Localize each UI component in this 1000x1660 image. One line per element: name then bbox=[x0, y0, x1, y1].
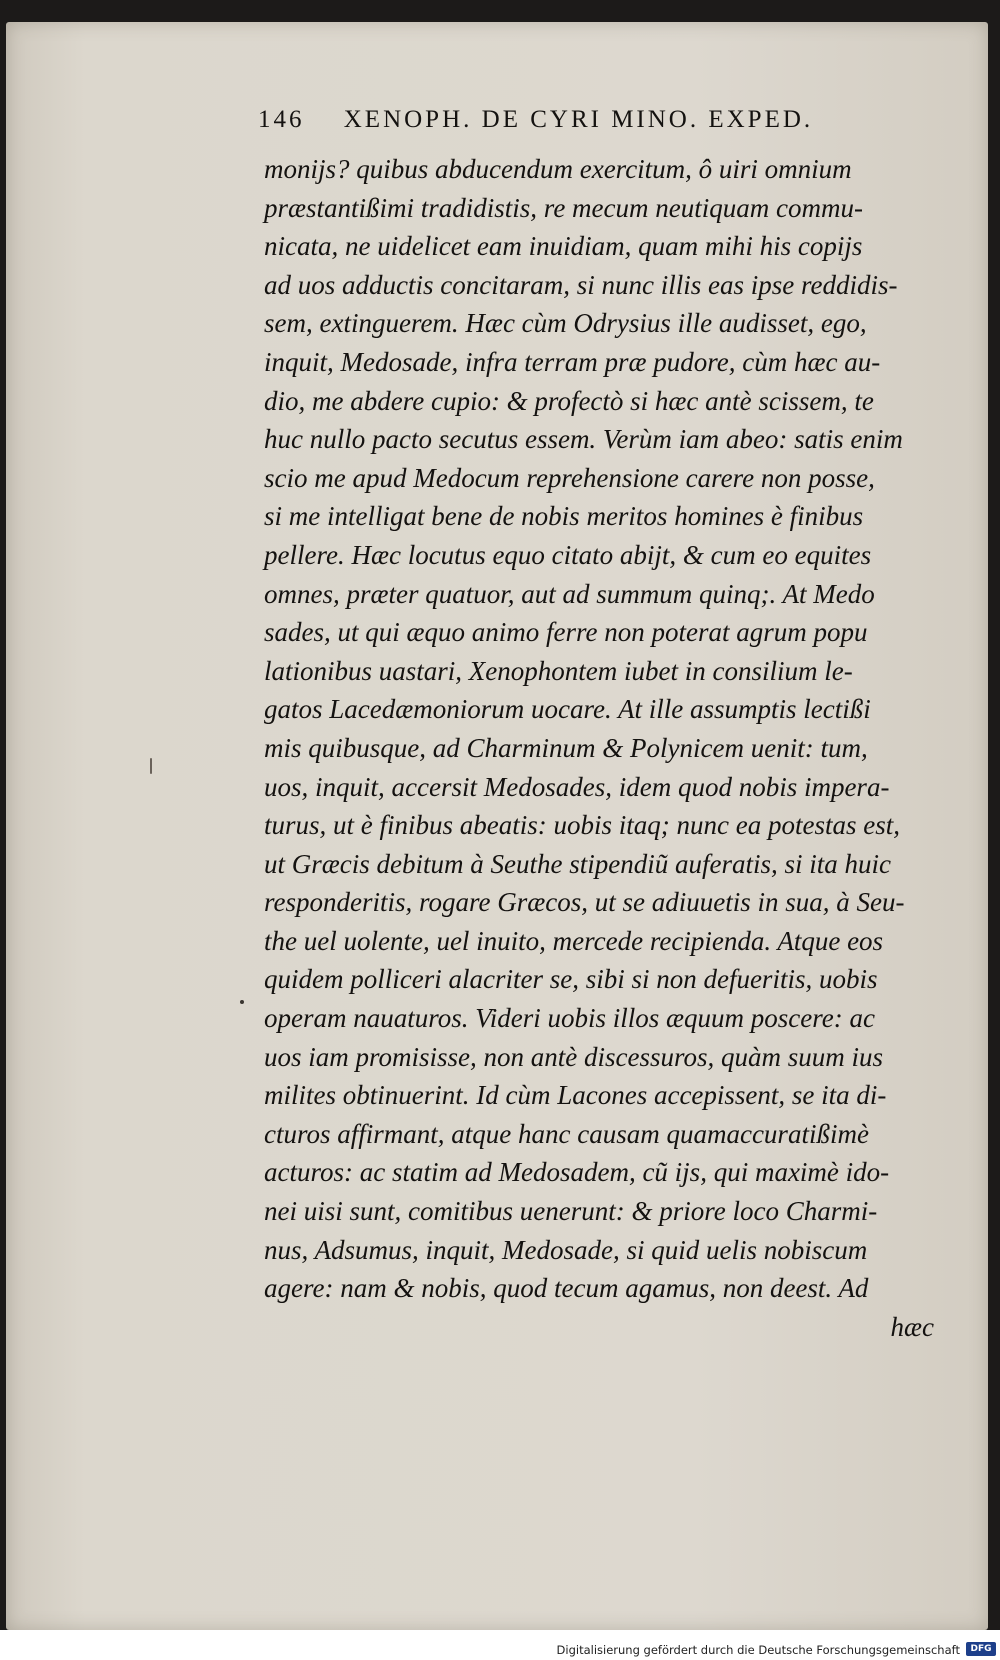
text-line: scio me apud Medocum reprehensione carere non posse, bbox=[264, 462, 875, 493]
text-line: operam nauaturos. Videri uobis illos æquum poscere: ac bbox=[264, 1003, 875, 1034]
text-line: responderitis, rogare Græcos, ut se adiuuetis in sua, à Seu- bbox=[264, 887, 905, 918]
text-line: monijs? quibus abducendum exercitum, ô uiri omnium bbox=[264, 154, 852, 184]
text-line: huc nullo pacto secutus essem. Verùm iam abeo: satis enim bbox=[264, 424, 903, 455]
text-line: the uel uolente, uel inuito, mercede recipienda. Atque eos bbox=[264, 925, 884, 956]
text-line: nus, Adsumus, inquit, Medosade, si quid uelis nobiscum bbox=[264, 1234, 868, 1265]
text-line: nicata, ne uidelicet eam inuidiam, quam mihi his copijs bbox=[264, 231, 863, 262]
text-line: ad uos adductis concitaram, si nunc illis eas ipse reddidis- bbox=[264, 269, 898, 300]
text-line: uos iam promisisse, non antè discessuros, quàm suum ius bbox=[264, 1041, 884, 1072]
running-header bbox=[258, 106, 898, 134]
text-line: gatos Lacedæmoniorum uocare. At ille assumptis lectißi bbox=[264, 694, 871, 725]
text-line: præstantißimi tradidistis, re mecum neutiquam commu- bbox=[264, 192, 863, 223]
catchword: hæc bbox=[890, 1311, 934, 1342]
text-line: sades, ut qui æquo animo ferre non poterat agrum popu bbox=[264, 617, 868, 648]
running-title: XENOPH. DE CYRI MINO. EXPED. bbox=[343, 106, 814, 133]
text-line: uos, inquit, accersit Medosades, idem quod nobis impera- bbox=[264, 771, 890, 802]
digitization-credit: Digitalisierung gefördert durch die Deutsche Forschungsgemeinschaft bbox=[556, 1643, 960, 1657]
text-line: si me intelligat bene de nobis meritos homines è finibus bbox=[264, 501, 864, 532]
text-line: agere: nam & nobis, quod tecum agamus, non deest. Ad bbox=[264, 1273, 869, 1304]
body-text bbox=[264, 150, 944, 1346]
text-line: inquit, Medosade, infra terram præ pudore, cùm hæc au- bbox=[264, 346, 881, 377]
text-line: lationibus uastari, Xenophontem iubet in consilium le- bbox=[264, 655, 853, 686]
text-line: acturos: ac statim ad Medosadem, cũ ijs, qui maximè ido- bbox=[264, 1157, 890, 1188]
dfg-logo: DFG bbox=[966, 1642, 996, 1656]
page-number: 146 bbox=[258, 106, 305, 133]
paper-speck bbox=[240, 1000, 244, 1004]
text-line: ut Græcis debitum à Seuthe stipendiũ auferatis, si ita huic bbox=[264, 848, 891, 879]
text-line: nei uisi sunt, comitibus uenerunt: & priore loco Charmi- bbox=[264, 1196, 878, 1227]
text-line: quidem polliceri alacriter se, sibi si non defueritis, uobis bbox=[264, 964, 878, 995]
text-line: mis quibusque, ad Charminum & Polynicem uenit: tum, bbox=[264, 732, 868, 763]
text-line: dio, me abdere cupio: & profectò si hæc antè scissem, te bbox=[264, 385, 874, 416]
text-line: turus, ut è finibus abeatis: uobis itaq; nunc ea potestas est, bbox=[264, 810, 900, 841]
text-line: milites obtinuerint. Id cùm Lacones accepissent, se ita di- bbox=[264, 1080, 887, 1111]
text-line: cturos affirmant, atque hanc causam quamaccuratißimè bbox=[264, 1118, 869, 1149]
text-line: sem, extinguerem. Hæc cùm Odrysius ille audisset, ego, bbox=[264, 308, 867, 339]
text-line: omnes, præter quatuor, aut ad summum quinq;. At Medo bbox=[264, 578, 875, 609]
paper-mark bbox=[150, 758, 152, 774]
text-line: pellere. Hæc locutus equo citato abijt, & cum eo equites bbox=[264, 539, 872, 570]
